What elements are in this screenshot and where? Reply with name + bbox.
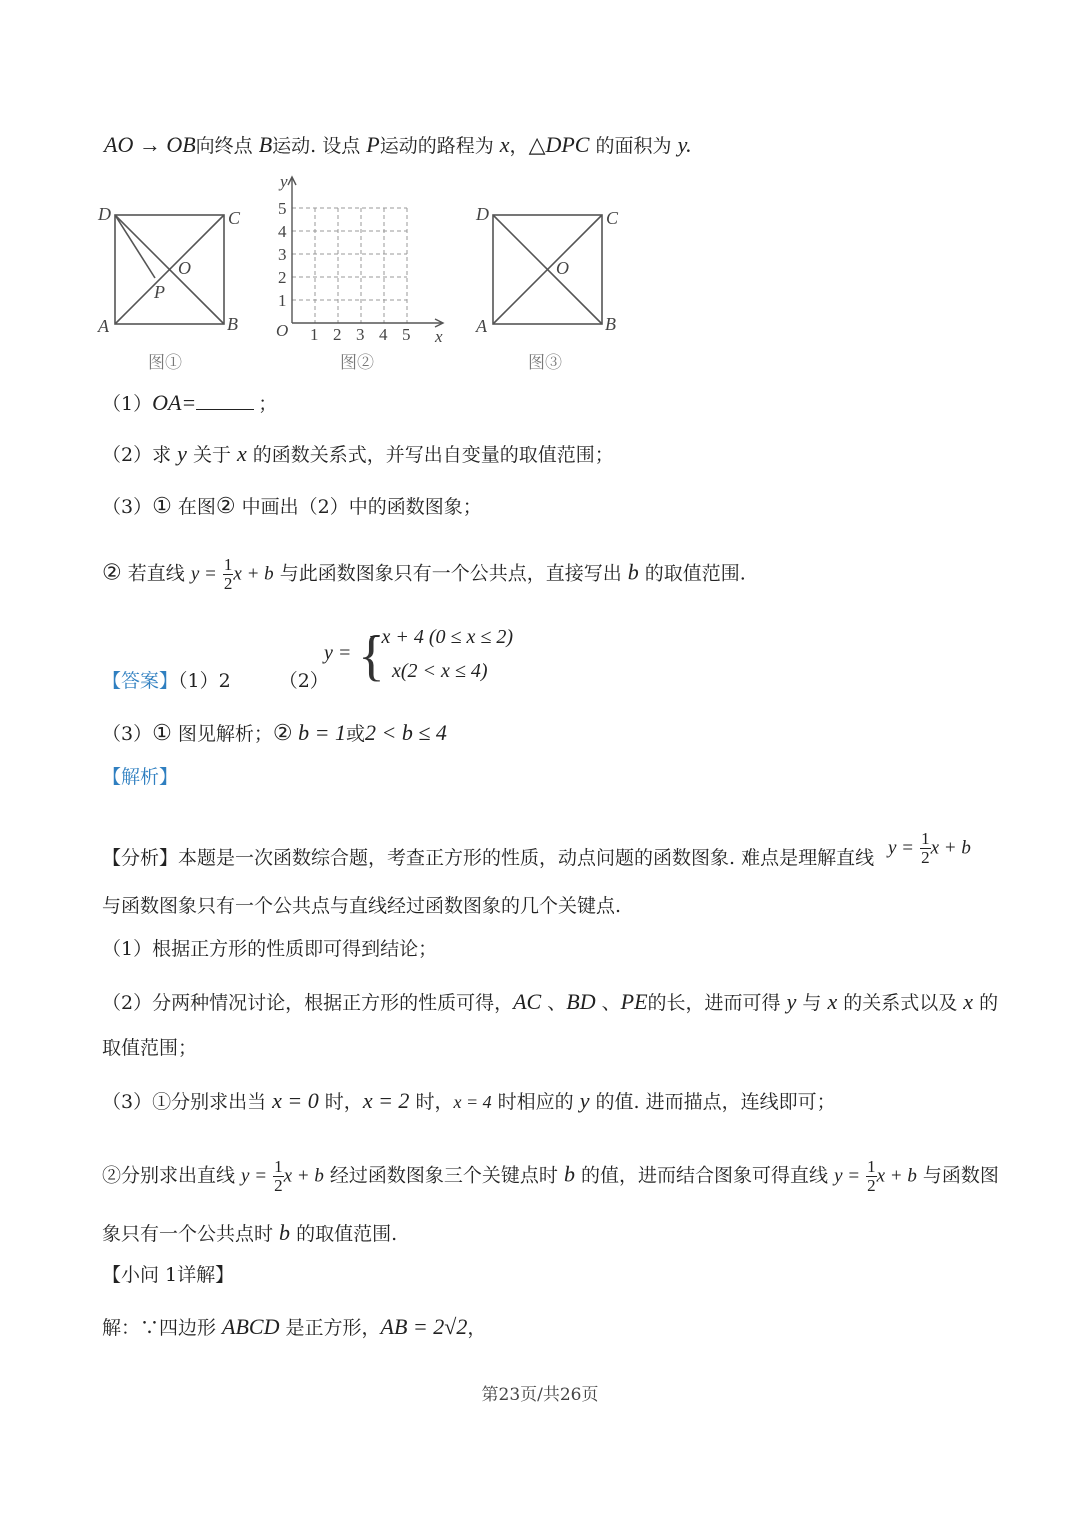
ytick: 5: [278, 199, 287, 218]
label-b: B: [605, 314, 616, 334]
analysis-tag: 【解析】: [102, 766, 179, 788]
ytick: 4: [278, 222, 287, 241]
origin-label: O: [276, 321, 289, 340]
ytick: 2: [278, 268, 287, 287]
math-triangle-dpc: △DPC: [528, 132, 590, 157]
math-ao-ob: AO → OB: [104, 132, 196, 157]
analysis-line-eq: y = $\frac{1}{2}$ x + b: [888, 829, 971, 867]
fraction-one-half: $\frac{1}{2}$: [274, 1157, 283, 1195]
caption-3: 图③: [528, 353, 562, 373]
label-o: O: [178, 258, 191, 278]
label-d: D: [98, 204, 111, 224]
analysis-line-2: 与函数图象只有一个公共点与直线经过函数图象的几个关键点.: [102, 895, 622, 917]
answer-blank: [196, 393, 254, 410]
fraction-one-half: $\frac{1}{2}$: [921, 829, 930, 867]
answer-tag: 【答案】: [102, 670, 179, 692]
caption-2: 图②: [340, 353, 374, 373]
label-o: O: [556, 258, 569, 278]
question-3: （3）① 在图② 中画出（2）中的函数图象；: [102, 493, 482, 518]
caption-1: 图①: [148, 353, 182, 373]
figure-2-grid: [270, 170, 460, 378]
label-d: D: [476, 204, 489, 224]
answer-3: （3）① 图见解析；② b = 1或2 < b ≤ 4: [102, 720, 447, 745]
label-c: C: [228, 208, 241, 228]
intro-line: AO → OB向终点 B运动. 设点 P运动的路程为 x，△DPC 的面积为 y.: [104, 132, 692, 157]
subquestion-1-heading: 【小问 1详解】: [102, 1264, 235, 1286]
label-c: C: [606, 208, 619, 228]
question-1: （1）OA= ；: [102, 390, 278, 415]
xtick: 3: [356, 325, 365, 344]
axis-y-label: y: [280, 172, 288, 191]
question-2: （2）求 y 关于 x 的函数关系式，并写出自变量的取值范围；: [102, 441, 614, 466]
figure-3: [472, 198, 632, 378]
fraction-one-half: $\frac{1}{2}$: [867, 1157, 876, 1195]
solution-line: 解：∵四边形 ABCD 是正方形，AB = 2√2，: [102, 1314, 487, 1339]
axis-x-label: x: [435, 327, 443, 346]
page-footer: 第23页/共26页: [481, 1385, 599, 1405]
fraction-one-half: $\frac{1}{2}$: [223, 555, 233, 593]
step-3: （3）①分别求出当 x = 0 时，x = 2 时，x = 4 时相应的 y 的值. 进而描点，连线即可；: [102, 1088, 836, 1113]
xtick: 4: [379, 325, 388, 344]
ytick: 3: [278, 245, 287, 264]
ytick: 1: [278, 291, 287, 310]
analysis-line-1: 【分析】本题是一次函数综合题，考查正方形的性质，动点问题的函数图象. 难点是理解直线: [102, 847, 875, 869]
step-4-cont: 象只有一个公共点时 b 的取值范围.: [102, 1220, 398, 1245]
xtick: 1: [310, 325, 319, 344]
step-2-cont: 取值范围；: [102, 1037, 198, 1059]
label-b: B: [227, 314, 238, 334]
xtick: 5: [402, 325, 411, 344]
step-2: （2）分两种情况讨论，根据正方形的性质可得，AC 、BD 、PE的长，进而可得 y 与 x 的关系式以及 x 的: [102, 989, 999, 1014]
question-3-part-2: ② 若直线 y = $\frac{1}{2}$ x + b 与此函数图象只有一个公共点，直接写出 b 的取值范围.: [102, 555, 746, 593]
label-a: A: [476, 316, 487, 336]
figure-1: [92, 198, 252, 378]
step-1: （1）根据正方形的性质即可得到结论；: [102, 938, 438, 960]
brace: {: [358, 625, 385, 687]
step-4: ②分别求出直线 y = $\frac{1}{2}$ x + b 经过函数图象三个关键点时 b 的值，进而结合图象可得直线 y = $\frac{1}{2}$ x + b 与函数图: [102, 1157, 999, 1195]
label-p: P: [154, 282, 165, 302]
xtick: 2: [333, 325, 342, 344]
label-a: A: [98, 316, 109, 336]
answer-line: 【答案】（1）2 （2）: [102, 670, 329, 692]
